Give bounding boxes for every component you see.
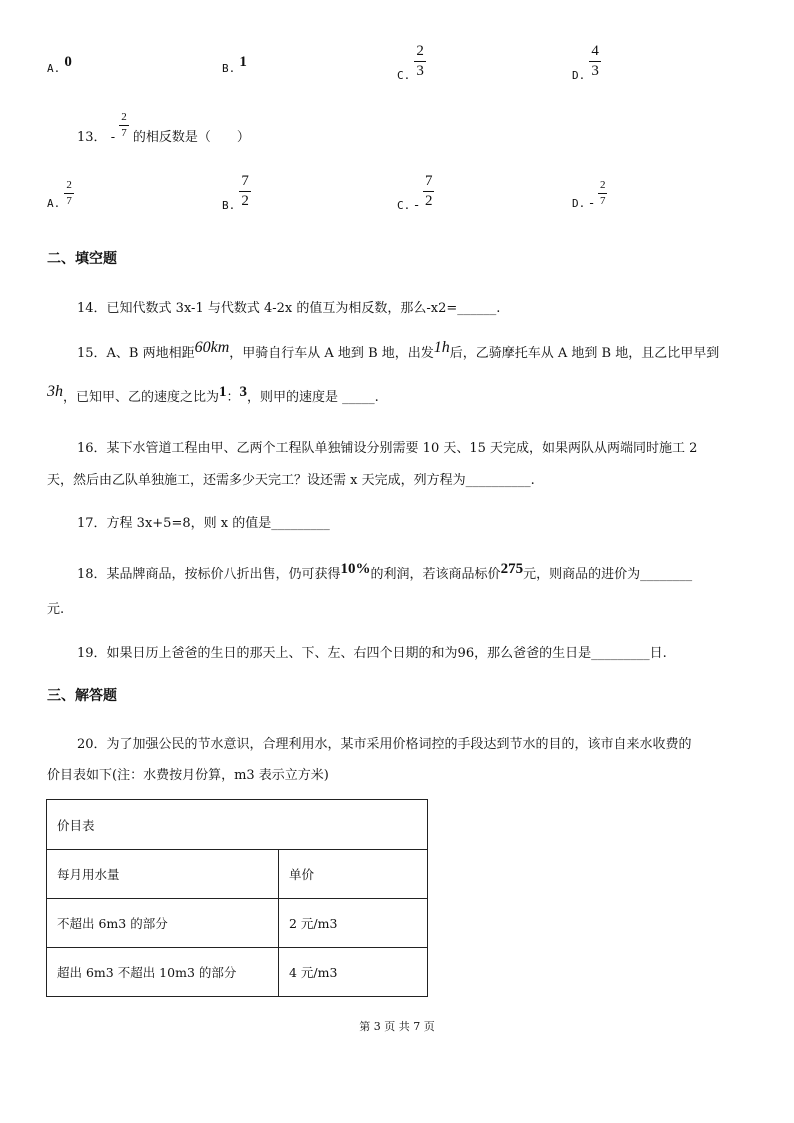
denominator: 7 [66,195,72,207]
table-title-row [47,800,428,850]
numerator: 2 [121,111,127,123]
option-fraction [598,180,608,207]
math-ratio-2: 3 [239,384,248,400]
math-time: 3h [47,383,63,400]
denominator: 2 [241,193,249,209]
question-number: 13． [77,130,107,145]
ratio-separator: ： [226,390,240,405]
option-fraction [414,44,426,79]
section-title-solve: 三、解答题 [47,688,117,704]
option-fraction [423,174,435,209]
option-fraction [239,174,251,209]
numerator: 2 [599,179,606,191]
q13-option-d [572,179,607,211]
table-header-row [47,850,428,899]
page-footer: 第 3 页 共 7 页 [359,1020,435,1033]
text-segment: 18．某品牌商品，按标价八折出售，仍可获得 [77,567,341,582]
numerator: 4 [591,43,599,59]
question-14: 14．已知代数式 3x-1 与代数式 4-2x 的值互为相反数，那么-x2=______. [77,301,501,316]
table-cell: 超出 6m3 不超出 10m3 的部分 [47,948,279,997]
option-letter: A. [47,197,61,210]
table-title: 价目表 [47,800,428,850]
question-18-line2: 元. [47,602,65,617]
option-letter: D. [572,69,586,82]
table-cell: 4 元/m3 [279,948,428,997]
price-table [46,799,428,997]
question-16-line2: 天，然后由乙队单独施工，还需多少天完工？设还需 x 天完成，列方程为__________. [47,473,535,488]
q12-option-c [397,43,426,82]
q12-option-b [222,54,247,77]
question-15-line1 [77,339,720,362]
question-20-line1: 20．为了加强公民的节水意识，合理利用水，某市采用价格词控的手段达到节水的目的，该市自来水收费的 [77,737,692,752]
option-letter: B. [222,62,236,75]
numerator: 7 [241,173,249,189]
q12-option-d [572,43,601,82]
option-letter: D. [572,197,586,210]
option-letter: C. [397,199,411,212]
q13-option-a [47,179,74,210]
minus-sign: - [110,130,116,145]
text-segment: ，已知甲、乙的速度之比为 [63,390,220,405]
question-17: 17．方程 3x+5=8，则 x 的值是_________ [77,516,330,531]
option-sign: - [414,198,419,213]
q12-option-a [47,54,72,77]
text-segment: ，甲骑自行车从 A 地到 B 地，出发 [229,346,434,361]
table-row [47,899,428,948]
question-20-line2: 价目表如下(注：水费按月份算，m3 表示立方米) [47,768,329,783]
option-sign: - [589,196,594,211]
option-letter: B. [222,199,236,212]
numerator: 7 [424,173,433,189]
table-cell: 2 元/m3 [279,899,428,948]
text-segment: 元，则商品的进价为________ [523,567,693,582]
header-cell-usage: 每月用水量 [47,850,279,899]
option-letter: C. [397,69,411,82]
math-percent: 10% [340,561,371,577]
question-16-line1: 16．某下水管道工程由甲、乙两个工程队单独铺设分别需要 10 天、15 天完成，如果两队从两端同时施工 2 [77,441,698,456]
math-time: 1h [433,339,450,356]
question-19: 19．如果日历上爸爸的生日的那天上、下、左、右四个日期的和为96，那么爸爸的生日是_________日. [77,646,667,661]
question-text: 的相反数是（ ） [132,130,250,145]
denominator: 3 [591,63,599,79]
denominator: 2 [424,193,433,209]
section-title-fill-in: 二、填空题 [47,251,117,267]
question-18-line1 [77,563,692,583]
text-segment: ，则甲的速度是 _____. [247,390,379,405]
math-ratio-1: 1 [219,384,227,400]
question-fraction [119,112,129,139]
option-letter: A. [47,62,61,75]
q13-option-c [397,173,434,213]
question-15-line2 [47,383,379,406]
question-13 [77,111,250,145]
table-row [47,948,428,997]
text-segment: 后，乙骑摩托车从 A 地到 B 地，且乙比甲早到 [449,346,720,361]
q13-option-b [222,173,251,212]
option-value: 1 [239,54,247,70]
text-segment: 15．A、B 两地相距 [77,346,195,361]
math-price: 275 [500,561,524,577]
option-value: 0 [64,54,72,70]
table-cell: 不超出 6m3 的部分 [47,899,279,948]
header-cell-price: 单价 [279,850,428,899]
denominator: 7 [121,127,127,139]
numerator: 2 [416,43,424,59]
numerator: 2 [66,179,72,191]
option-fraction [589,44,601,79]
text-segment: 的利润，若该商品标价 [370,567,501,582]
option-fraction [64,180,74,207]
math-distance: 60km [194,339,230,356]
denominator: 3 [416,63,424,79]
denominator: 7 [599,195,606,207]
